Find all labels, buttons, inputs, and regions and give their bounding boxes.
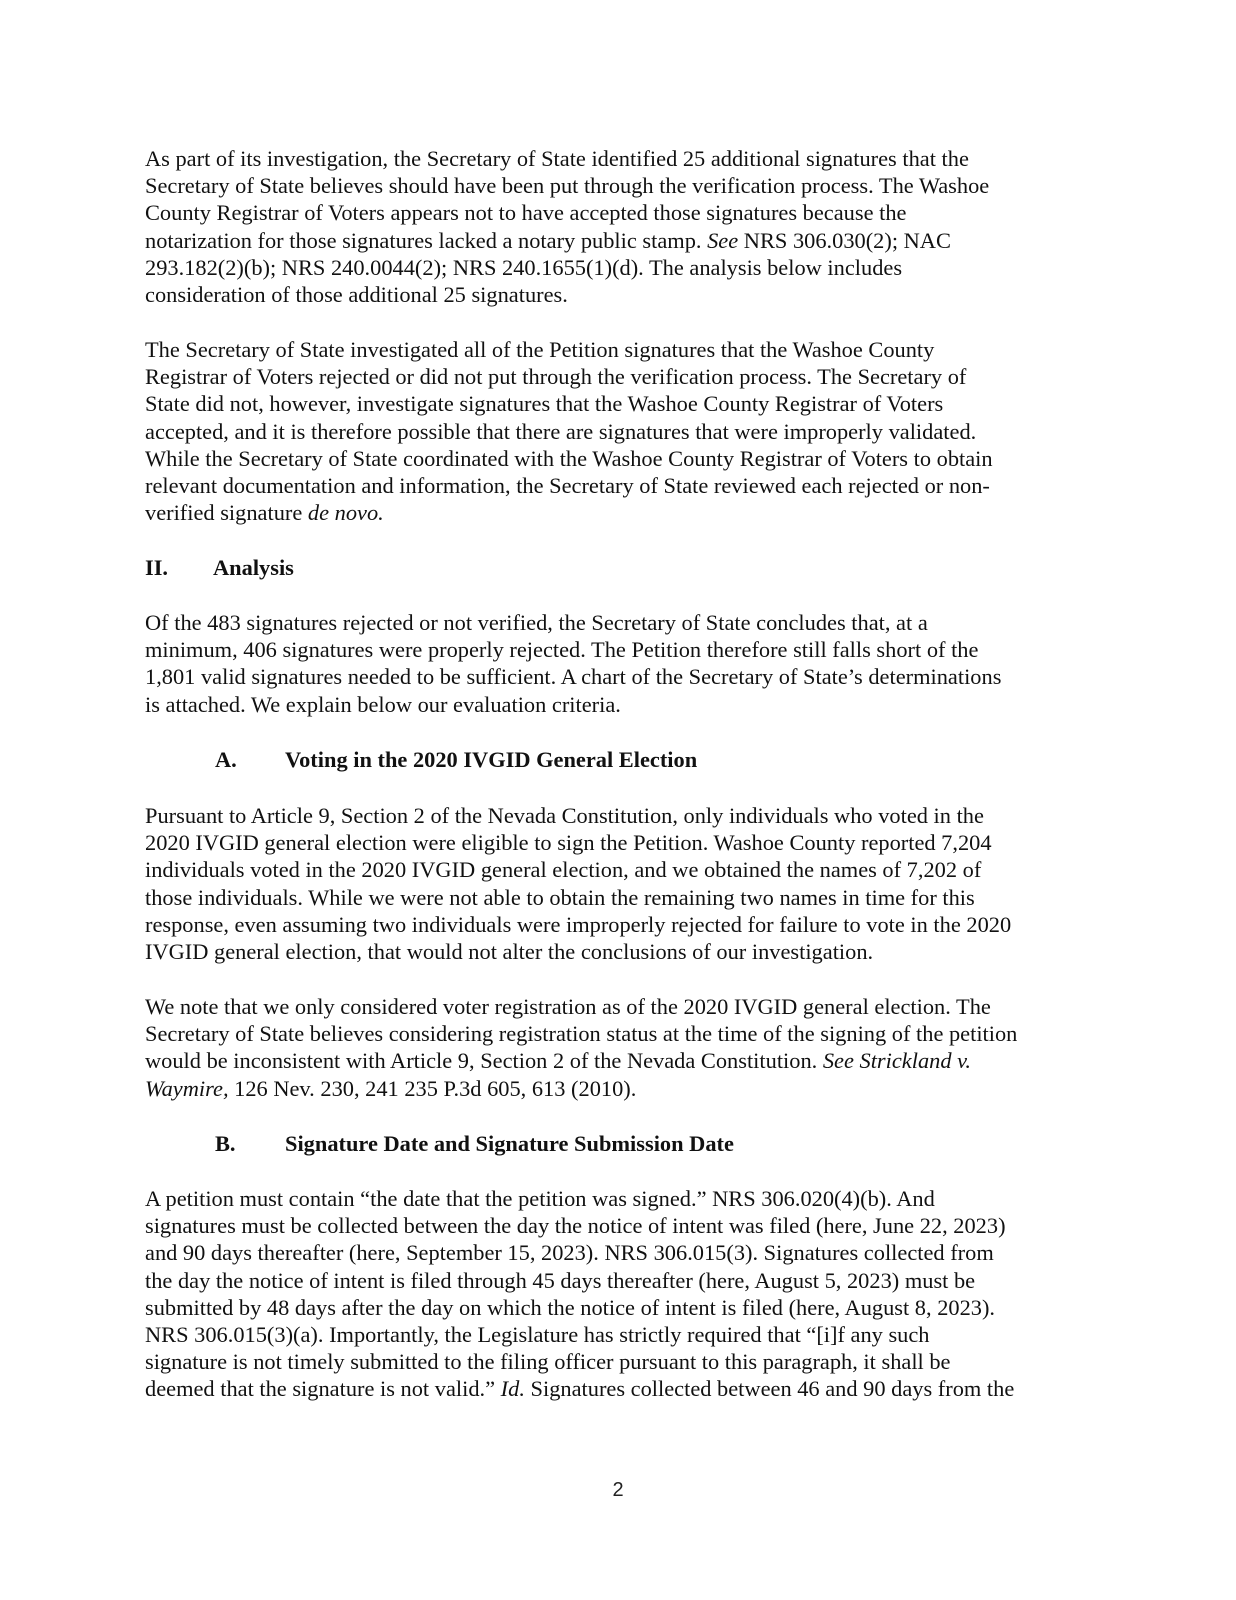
text-line: As part of its investigation, the Secretary of State identified 25 additional signatures that the (145, 146, 969, 171)
text-line: consideration of those additional 25 signatures. (145, 282, 568, 308)
paragraph-signature-dates (145, 1185, 1095, 1403)
text-line: submitted by 48 days after the day on which the notice of intent is filed (here, August 8, 2023). (145, 1294, 996, 1320)
text-line: While the Secretary of State coordinated with the Washoe County Registrar of Voters to obtain (145, 445, 993, 471)
text-line: would be inconsistent with Article 9, Section 2 of the Nevada Constitution. See Strickland v. (145, 1048, 972, 1074)
paragraph-additional-signatures (145, 145, 1095, 308)
subsection-heading-voting (215, 746, 698, 773)
paragraph-registration (145, 993, 1095, 1102)
text-line: minimum, 406 signatures were properly rejected. The Petition therefore still falls short of the (145, 637, 979, 663)
text-line: A petition must contain “the date that the petition was signed.” NRS 306.020(4)(b). And (145, 1186, 935, 1211)
text-line: 293.182(2)(b); NRS 240.0044(2); NRS 240.1655(1)(d). The analysis below includes (145, 254, 903, 280)
text-line: verified signature de novo. (145, 500, 384, 526)
text-line: relevant documentation and information, the Secretary of State reviewed each rejected or non- (145, 473, 990, 499)
text-line: is attached. We explain below our evaluation criteria. (145, 691, 621, 717)
text-line: signatures must be collected between the day the notice of intent was filed (here, June 22, 2023) (145, 1213, 1006, 1239)
text-line: IVGID general election, that would not alter the conclusions of our investigation. (145, 939, 874, 965)
section-number: II. (145, 555, 169, 580)
subsection-letter: A. (215, 747, 237, 772)
text-line: notarization for those signatures lacked a notary public stamp. See NRS 306.030(2); NAC (145, 227, 951, 253)
text-line: The Secretary of State investigated all of the Petition signatures that the Washoe County (145, 337, 935, 362)
paragraph-eligibility (145, 802, 1095, 965)
subsection-letter: B. (215, 1131, 236, 1156)
section-heading-analysis (145, 554, 294, 581)
text-line: 1,801 valid signatures needed to be sufficient. A chart of the Secretary of State’s determinations (145, 664, 1002, 690)
text-line: NRS 306.015(3)(a). Importantly, the Legislature has strictly required that “[i]f any such (145, 1322, 930, 1348)
paragraph-analysis-summary (145, 609, 1095, 718)
latin-term: de novo. (307, 500, 384, 526)
text-line: Pursuant to Article 9, Section 2 of the Nevada Constitution, only individuals who voted in the (145, 803, 984, 828)
text-line: County Registrar of Voters appears not to have accepted those signatures because the (145, 200, 907, 226)
citation-signal: Id. (500, 1376, 525, 1402)
section-title: Analysis (213, 555, 294, 580)
case-citation: See Strickland v. (822, 1048, 972, 1074)
text-line: the day the notice of intent is filed through 45 days thereafter (here, August 5, 2023) must be (145, 1267, 976, 1293)
text-line: and 90 days thereafter (here, September 15, 2023). NRS 306.015(3). Signatures collected from (145, 1240, 994, 1266)
text-line: We note that we only considered voter registration as of the 2020 IVGID general election. The (145, 994, 991, 1019)
subsection-heading-signature-date (215, 1130, 734, 1157)
text-line: Secretary of State believes should have been put through the verification process. The Washoe (145, 173, 990, 199)
paragraph-investigation-scope (145, 336, 1095, 526)
text-line: response, even assuming two individuals were improperly rejected for failure to vote in the 2020 (145, 911, 1012, 937)
subsection-title: Voting in the 2020 IVGID General Election (285, 747, 698, 772)
text-line: signature is not timely submitted to the filing officer pursuant to this paragraph, it shall be (145, 1349, 951, 1375)
text-line: State did not, however, investigate signatures that the Washoe County Registrar of Voters (145, 391, 944, 417)
text-line: Of the 483 signatures rejected or not verified, the Secretary of State concludes that, at a (145, 610, 928, 635)
text-line: Waymire, 126 Nev. 230, 241 235 P.3d 605, 613 (2010). (145, 1075, 637, 1101)
case-citation: Waymire, (145, 1075, 229, 1101)
text-line: accepted, and it is therefore possible that there are signatures that were improperly validated. (145, 418, 977, 444)
text-line: Registrar of Voters rejected or did not put through the verification process. The Secretary of (145, 364, 967, 390)
page-number: 2 (612, 1479, 624, 1501)
text-line: deemed that the signature is not valid.” Id. Signatures collected between 46 and 90 days from the (145, 1376, 1015, 1402)
subsection-title: Signature Date and Signature Submission Date (285, 1131, 734, 1156)
text-line: 2020 IVGID general election were eligible to sign the Petition. Washoe County reported 7,204 (145, 830, 992, 856)
text-line: individuals voted in the 2020 IVGID general election, and we obtained the names of 7,202 of (145, 857, 982, 883)
text-line: Secretary of State believes considering registration status at the time of the signing of the petition (145, 1021, 1018, 1047)
citation-signal: See (707, 227, 739, 253)
text-line: those individuals. While we were not able to obtain the remaining two names in time for this (145, 884, 975, 910)
